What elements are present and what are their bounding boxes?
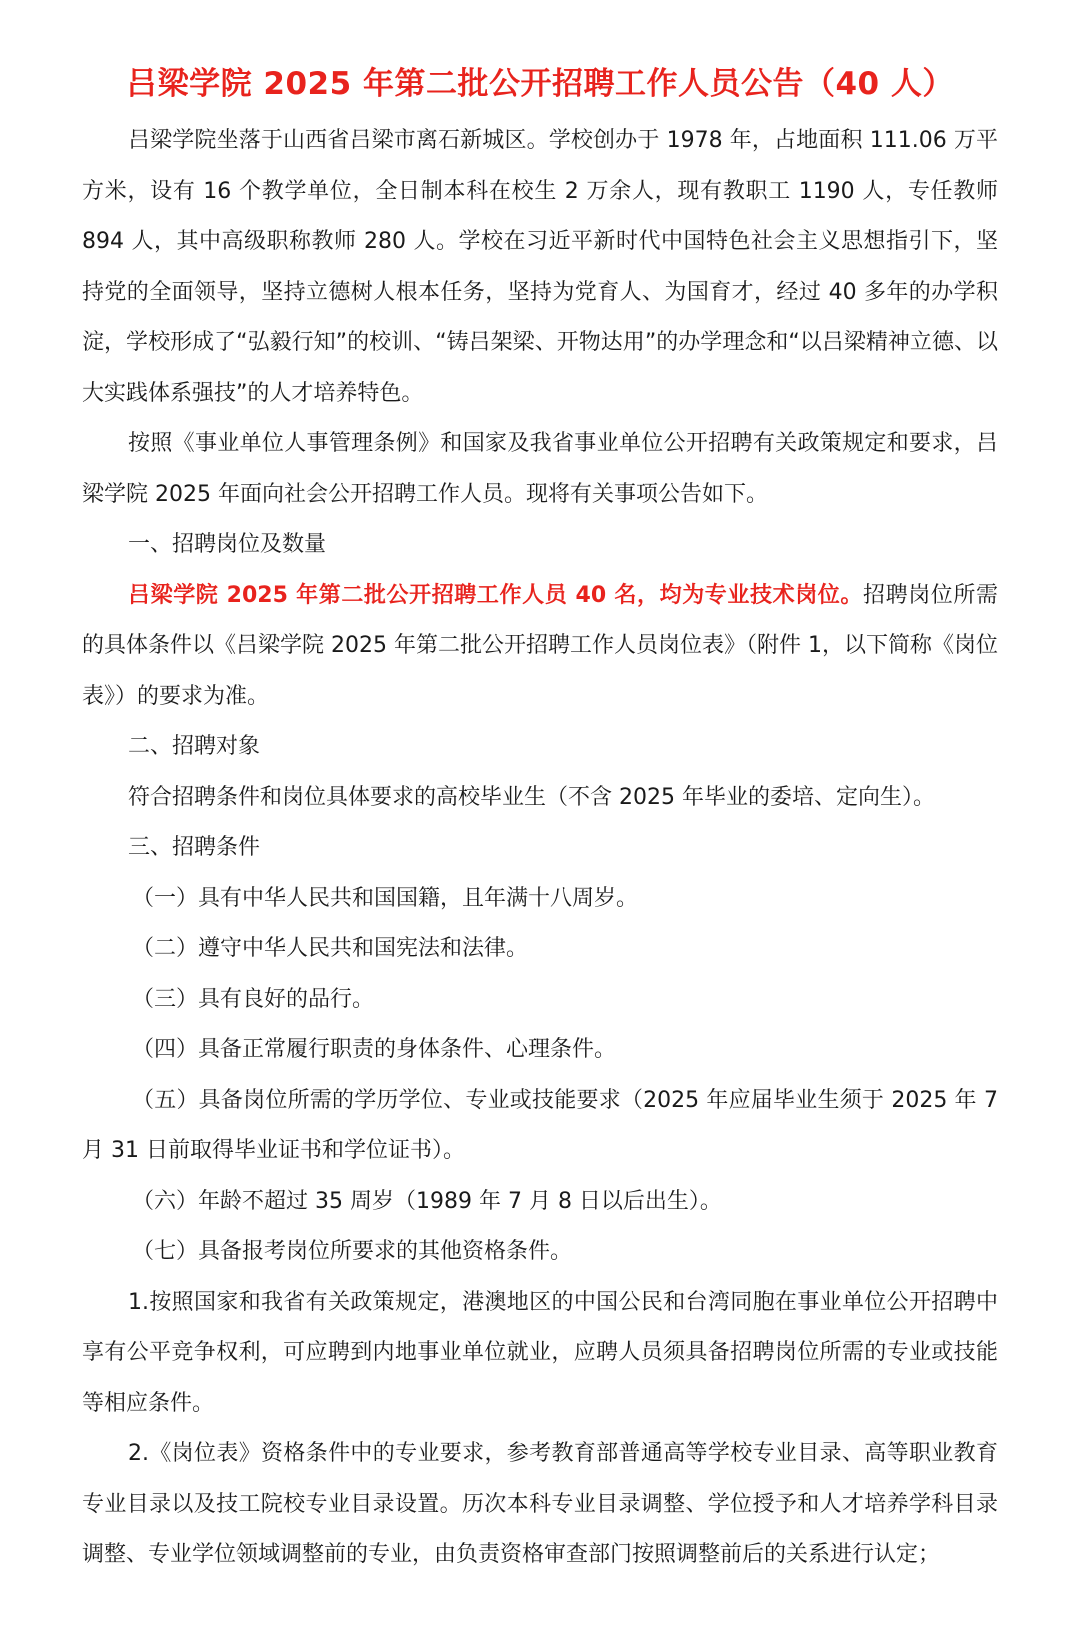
intro-paragraph: 吕梁学院坐落于山西省吕梁市离石新城区。学校创办于 1978 年，占地面积 111.06 万平方米，设有 16 个教学单位，全日制本科在校生 2 万余人，现有教职工 1190 人，专任教师 894 人，其中高级职称教师 280 人。学校在习近平新时代中国特色社会主义思想指引下，坚持党的全面领导，坚持立德树人根本任务，坚持为党育人、为国育才，经过 40 多年的办学积淀，学校形成了“弘毅行知”的校训、“铸吕架梁、开物达用”的办学理念和“以吕梁精神立德、以大实践体系强技”的人才培养特色。 [82,128,998,406]
document-title: 吕梁学院 2025 年第二批公开招聘工作人员公告（40 人） [126,66,954,102]
condition-7: （七）具备报考岗位所要求的其他资格条件。 [132,1239,573,1264]
condition-1: （一）具有中华人民共和国国籍，且年满十八周岁。 [132,885,639,911]
section1-heading: 一、招聘岗位及数量 [128,532,327,557]
section1-paragraph [82,571,998,723]
condition-2: （二）遵守中华人民共和国宪法和法律。 [132,936,529,961]
note-1: 1.按照国家和我省有关政策规定，港澳地区的中国公民和台湾同胞在事业单位公开招聘中享有公平竞争权利，可应聘到内地事业单位就业，应聘人员须具备招聘岗位所需的专业或技能等相应条件。 [82,1289,998,1416]
section1-rest: 招聘岗位所需的具体条件以《吕梁学院 2025 年第二批公开招聘工作人员岗位表》（附件 1，以下简称《岗位表》）的要求为准。 [82,582,998,709]
condition-6: （六）年龄不超过 35 周岁（1989 年 7 月 8 日以后出生）。 [132,1188,722,1214]
section3-heading: 三、招聘条件 [128,835,261,860]
basis-paragraph: 按照《事业单位人事管理条例》和国家及我省事业单位公开招聘有关政策规定和要求，吕梁学院 2025 年面向社会公开招聘工作人员。现将有关事项公告如下。 [82,431,998,507]
condition-5: （五）具备岗位所需的学历学位、专业或技能要求（2025 年应届毕业生须于 2025 年 7 月 31 日前取得毕业证书和学位证书）。 [82,1087,998,1163]
section2-text: 符合招聘条件和岗位具体要求的高校毕业生（不含 2025 年毕业的委培、定向生）。 [128,784,935,810]
condition-3: （三）具有良好的品行。 [132,986,375,1012]
section2-heading: 二、招聘对象 [128,734,261,759]
note-2: 2.《岗位表》资格条件中的专业要求，参考教育部普通高等学校专业目录、高等职业教育专业目录以及技工院校专业目录设置。历次本科专业目录调整、学位授予和人才培养学科目录调整、专业学位领域调整前的专业，由负责资格审查部门按照调整前后的关系进行认定； [82,1441,998,1567]
condition-4: （四）具备正常履行职责的身体条件、心理条件。 [132,1037,617,1062]
section1-highlight: 吕梁学院 2025 年第二批公开招聘工作人员 40 名，均为专业技术岗位。 [128,582,863,608]
